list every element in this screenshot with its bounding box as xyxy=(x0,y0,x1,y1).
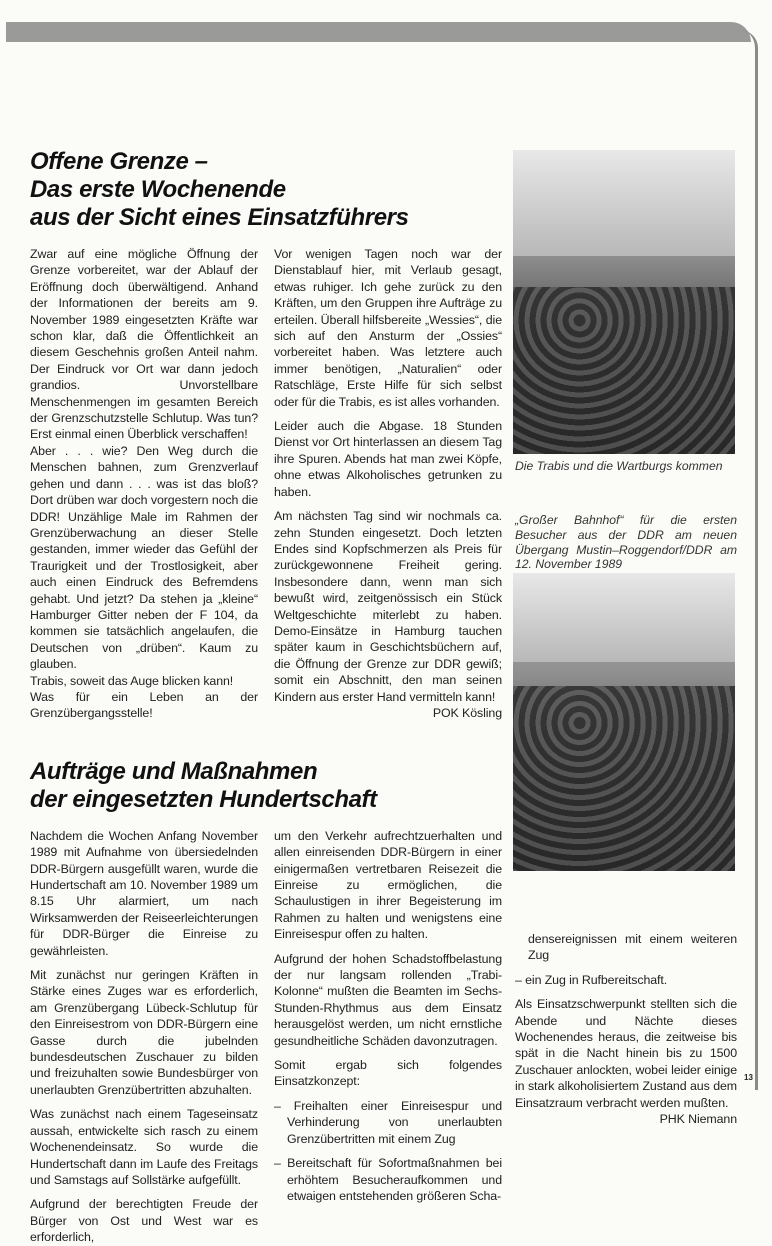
paragraph: Was zunächst nach einem Tageseinsatz aussah, entwickelte sich rasch zu einem Wochenendeinsatz. So wurde die Hundertschaft dann im Laufe des Freitags und Samstags auf Sollstärke aufgefüllt. xyxy=(30,1107,258,1187)
author-signature: POK Kösling xyxy=(432,705,502,720)
header-band xyxy=(6,22,751,42)
article2-column-2 xyxy=(274,828,502,1205)
photo-crowd-border-crossing xyxy=(513,573,735,871)
paragraph: Aber . . . wie? Den Weg durch die Menschen bahnen, zum Grenzverlauf gehen und dann . . . was ist das bloß? Dort drüben war doch vorgestern noch die DDR! Unzählige Male im Rahmen der Grenzüberwachung an dieser Stelle gestanden, immer wieder das Gefühl der Traurigkeit und der Trostlosigkeit, aber auch einen Eindruck des Befremdens gehabt. Und jetzt? Da stehen ja „kleine“ Hamburger Gitter neben der F 104, da kommen sie tatsächlich angelaufen, die Deutschen von „drüben“. Kaum zu glauben. xyxy=(30,443,258,672)
article2-column-3 xyxy=(515,931,737,1127)
page-number: 13 xyxy=(744,1073,753,1082)
paragraph: Nachdem die Wochen Anfang November 1989 mit Aufnahme von übersiedelnden DDR-Bürgern ausgefüllt waren, wurde die Hundertschaft am 10. November 1989 um 8.15 Uhr alarmiert, um nach Wirksamwerden der Reiseerleichterungen für DDR-Bürger die Einreise zu gewährleisten. xyxy=(30,828,258,958)
article2-title xyxy=(30,758,502,814)
paragraph: Aufgrund der berechtigten Freude der Bürger von Ost und West war es erforderlich, xyxy=(30,1197,258,1245)
list-item: – Freihalten einer Einreisespur und Verhinderung von unerlaubten Grenzübertritten mit einem Zug xyxy=(274,1098,502,1146)
page-border-rule xyxy=(740,30,758,1090)
paragraph: Vor wenigen Tagen noch war der Dienstablauf hier, mit Verlaub gesagt, etwas ruhiger. Ich gehe zurück zu den Kräften, um den Gruppen ihre Aufträge zu erteilen. Überall hilfsbereite „Wessies“, die sich auf den Ansturm der „Ossies“ vorbereitet haben. Was letztere auch immer benötigen, „Naturalien“ oder Ratschläge, Erste Hilfe für sich selbst oder für die Trabis, es ist alles vorhanden. xyxy=(274,247,502,409)
photo-caption: „Großer Bahnhof“ für die ersten Besucher aus der DDR am neuen Übergang Mustin–Roggendorf/DDR am 12. November 1989 xyxy=(515,513,737,572)
title-line: der eingesetzten Hundertschaft xyxy=(30,785,377,813)
article2-column-1 xyxy=(30,828,258,1246)
list-item: – ein Zug in Rufbereitschaft. xyxy=(515,972,668,987)
paragraph: Trabis, soweit das Auge blicken kann! xyxy=(30,673,234,688)
paragraph: Leider auch die Abgase. 18 Stunden Dienst vor Ort hinterlassen an diesem Tag ihre Spuren. Abends hat man zwei Köpfe, ohne etwas Alkoholisches getrunken zu haben. xyxy=(274,419,502,499)
title-line: aus der Sicht eines Einsatzführers xyxy=(30,204,409,231)
paragraph: um den Verkehr aufrechtzuerhalten und allen einreisenden DDR-Bürgern in einer einigermaßen vertretbaren Reisezeit die Einreise zu ermöglichen, die Schaulustigen in ihrer Begeisterung im Rahmen zu halten und wenigstens eine Einreisespur offen zu halten. xyxy=(274,828,502,942)
author-signature: PHK Niemann xyxy=(659,1112,737,1127)
photo-caption: Die Trabis und die Wartburgs kommen xyxy=(515,459,723,473)
paragraph: Mit zunächst nur geringen Kräften in Stärke eines Zuges war es erforderlich, am Grenzübergang Lübeck-Schlutup für den Einreisestrom von DDR-Bürgern eine Gasse durch die jubelnden bundesdeutschen Zuschauer zu bilden und freizuhalten sowie Bundesbürger von unerlaubten Grenzübertritten abzuhalten. xyxy=(30,968,258,1097)
title-line: Offene Grenze – xyxy=(30,148,208,175)
paragraph: Aufgrund der hohen Schadstoffbelastung der nur langsam rollenden „Trabi-Kolonne“ mußten die Beamten im Sechs-Stunden-Rhythmus aus dem Einsatz herausgelöst werden, um nicht ernstliche gesundheitliche Schäden davonzutragen. xyxy=(274,951,502,1048)
article2-columns xyxy=(30,828,502,1246)
paragraph: Als Einsatzschwerpunkt stellten sich die Abende und Nächte dieses Wochenendes heraus, die zeitweise bis spät in die Nacht hinein bis zu 1500 Zuschauer anlockten, wobei leider einige in stark alkoholisiertem Zustand aus dem Einsatzraum verbracht werden mußten. xyxy=(515,997,737,1110)
paragraph: Am nächsten Tag sind wir nochmals ca. zehn Stunden eingesetzt. Doch letzten Endes sind Kopfschmerzen als Preis für zurückgewonnene Freiheit gering. Insbesondere dann, wenn man sich bewußt wird, zeitgenössisch ein Stück Weltgeschichte miterlebt zu haben. Demo-Einsätze in Hamburg tauchen später kaum in Geschichtsbüchern auf, die Öffnung der Grenze zur DDR gewiß; somit ein Abschnitt, den man seinen Kindern aus erster Hand vermitteln kann! xyxy=(274,509,502,704)
list-item: – Bereitschaft für Sofortmaßnahmen bei erhöhtem Besucheraufkommen und etwaigen entstehenden größeren Scha- xyxy=(274,1156,502,1203)
title-line: Das erste Wochenende xyxy=(30,176,286,203)
article1-columns xyxy=(30,246,502,722)
left-text-area xyxy=(30,148,502,1246)
paragraph: Zwar auf eine mögliche Öffnung der Grenze vorbereitet, war der Ablauf der Eröffnung doch überwältigend. Anhand der Informationen der bereits am 9. November 1989 eingesetzten Kräfte war schon klar, daß die Öffentlichkeit an diesem Geschehnis großen Anteil nahm. Der Eindruck vor Ort war dann jedoch grandios. Unvorstellbare Menschenmengen im gesamten Bereich der Grenzschutzstelle Schlutup. Was tun? Erst einmal einen Überblick verschaffen! xyxy=(30,247,258,442)
paragraph: Was für ein Leben an der Grenzübergangsstelle! xyxy=(30,689,258,721)
article1-column-2 xyxy=(274,246,502,721)
title-line: Aufträge und Maßnahmen xyxy=(30,757,318,785)
paragraph: Somit ergab sich folgendes Einsatzkonzept: xyxy=(274,1058,502,1089)
photo-trabis-arriving xyxy=(513,150,735,454)
article1-title xyxy=(30,148,502,232)
list-item-continuation: densereignissen mit einem weiteren Zug xyxy=(528,932,737,963)
article1-column-1 xyxy=(30,246,258,722)
